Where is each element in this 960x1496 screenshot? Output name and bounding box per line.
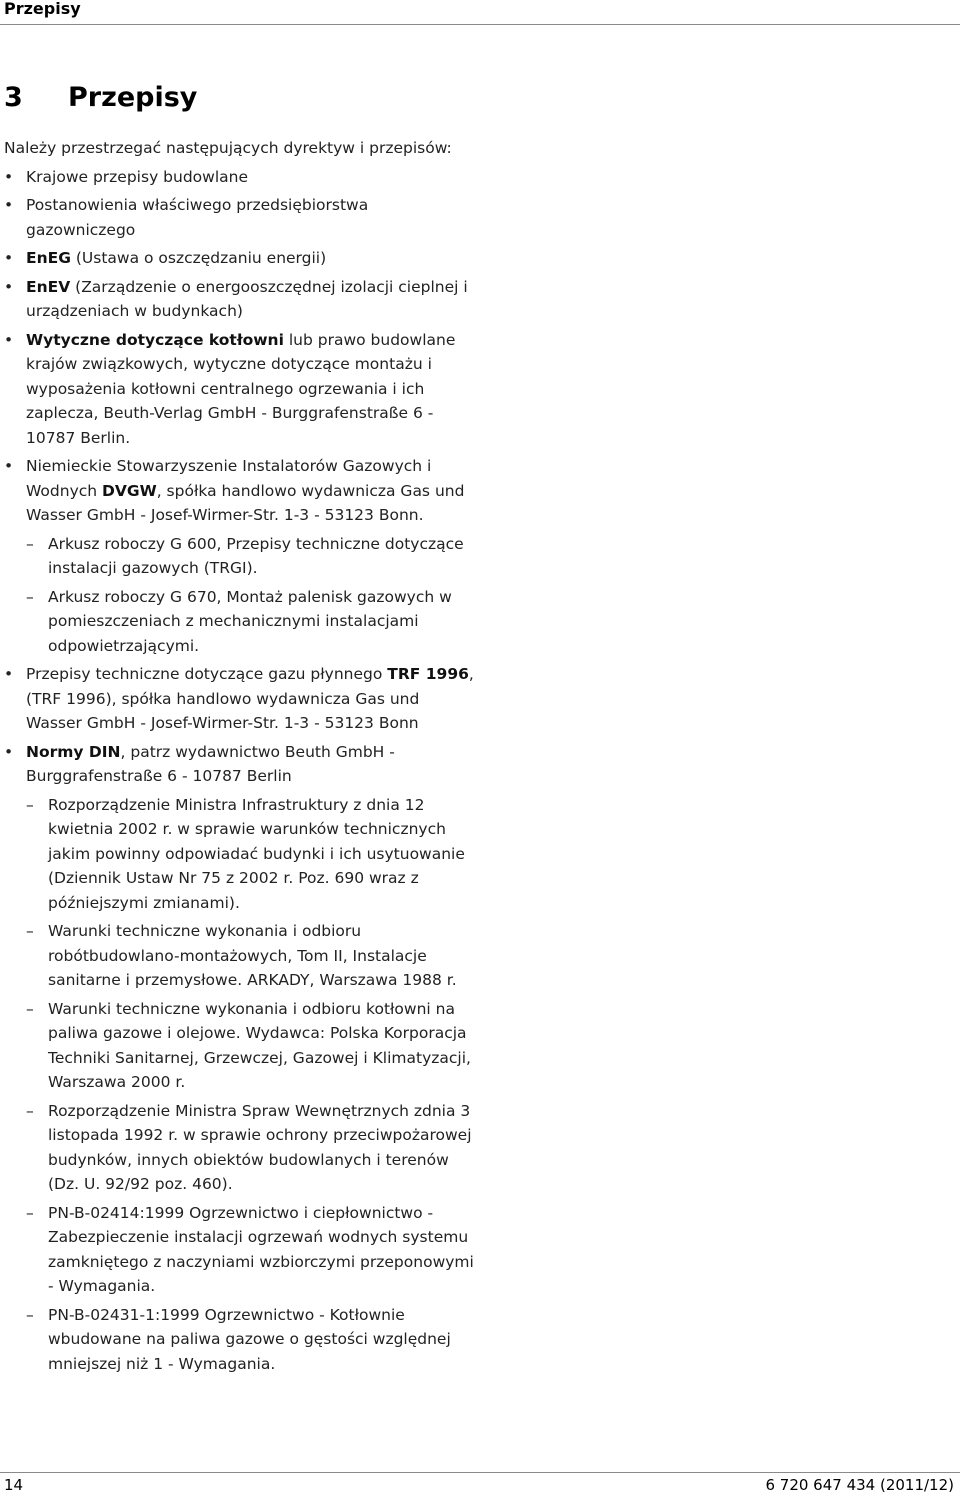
sub-list-item: – Rozporządzenie Ministra Spraw Wewnętrznych zdnia 3 listopada 1992 r. w sprawie ochrony przeciwpożarowej budynków, innych obiektów budowlanych i terenów (Dz. U. 92/92 poz. 460). xyxy=(26,1099,474,1197)
sub-list-item: – Warunki techniczne wykonania i odbioru robótbudowlano-montażowych, Tom II, Instalacje sanitarne i przemysłowe. ARKADY, Warszawa 1988 r. xyxy=(26,919,474,993)
sub-list xyxy=(26,793,474,1377)
header-title: Przepisy xyxy=(4,0,81,18)
regulations-list xyxy=(4,165,474,1377)
page-header xyxy=(0,0,960,24)
chapter-number: 3 xyxy=(4,82,23,113)
list-item: • Postanowienia właściwego przedsiębiorstwa gazowniczego xyxy=(4,193,474,242)
list-item: • Wytyczne dotyczące kotłowni lub prawo budowlane krajów związkowych, wytyczne dotyczące montażu i wyposażenia kotłowni centralnego ogrzewania i ich zaplecza, Beuth-Verlag GmbH - Burggrafenstraße 6 - 10787 Berlin. xyxy=(4,328,474,451)
document-id: 6 720 647 434 (2011/12) xyxy=(765,1476,954,1494)
sub-list-item: – Warunki techniczne wykonania i odbioru kotłowni na paliwa gazowe i olejowe. Wydawca: Polska Korporacja Techniki Sanitarnej, Grzewczej, Gazowej i Klimatyzacji, Warszawa 2000 r. xyxy=(26,997,474,1095)
header-divider xyxy=(0,24,960,25)
list-item: • Przepisy techniczne dotyczące gazu płynnego TRF 1996, (TRF 1996), spółka handlowo wydawnicza Gas und Wasser GmbH - Josef-Wirmer-Str. 1-3 - 53123 Bonn xyxy=(4,662,474,736)
page-number: 14 xyxy=(4,1476,24,1494)
intro-text: Należy przestrzegać następujących dyrektyw i przepisów: xyxy=(4,139,452,157)
chapter-title: Przepisy xyxy=(68,82,198,113)
list-item: • EnEG (Ustawa o oszczędzaniu energii) xyxy=(4,246,474,271)
list-item: • Niemieckie Stowarzyszenie Instalatorów Gazowych i Wodnych DVGW, spółka handlowo wydawnicza Gas und Wasser GmbH - Josef-Wirmer-Str. 1-3 - 53123 Bonn. – Arkusz roboczy G 600, Przepisy techniczne dotyczące instalacji gazowych (TRGI). – Arkusz roboczy G 670, Montaż palenisk gazowych w pomieszczeniach z mechanicznymi instalacjami odpowietrzającymi. xyxy=(4,454,474,658)
sub-list xyxy=(26,532,474,659)
sub-list-item: – PN-B-02431-1:1999 Ogrzewnictwo - Kotłownie wbudowane na paliwa gazowe o gęstości względnej mniejszej niż 1 - Wymagania. xyxy=(26,1303,474,1377)
sub-list-item: – Rozporządzenie Ministra Infrastruktury z dnia 12 kwietnia 2002 r. w sprawie warunków technicznych jakim powinny odpowiadać budynki i ich usytuowanie (Dziennik Ustaw Nr 75 z 2002 r. Poz. 690 wraz z późniejszymi zmianami). xyxy=(26,793,474,916)
sub-list-item: – PN-B-02414:1999 Ogrzewnictwo i ciepłownictwo - Zabezpieczenie instalacji ogrzewań wodnych systemu zamkniętego z naczyniami wzbiorczymi przeponowymi - Wymagania. xyxy=(26,1201,474,1299)
list-item: • Normy DIN, patrz wydawnictwo Beuth GmbH - Burggrafenstraße 6 - 10787 Berlin – Rozporządzenie Ministra Infrastruktury z dnia 12 kwietnia 2002 r. w sprawie warunków technicznych jakim powinny odpowiadać budynki i ich usytuowanie (Dziennik Ustaw Nr 75 z 2002 r. Poz. 690 wraz z późniejszymi zmianami). – Warunki techniczne wykonania i odbioru robótbudowlano-montażowych, Tom II, Instalacje sanitarne i przemysłowe. ARKADY, Warszawa 1988 r. – Warunki techniczne wykonania i odbioru kotłowni na paliwa gazowe i olejowe. Wydawca: Polska Korporacja Techniki Sanitarnej, Grzewczej, Gazowej i Klimatyzacji, Warszawa 2000 r. – Rozporządzenie Ministra Spraw Wewnętrznych zdnia 3 listopada 1992 r. w sprawie ochrony przeciwpożarowej budynków, innych obiektów budowlanych i terenów (Dz. U. 92/92 poz. 460). – PN-B-02414:1999 Ogrzewnictwo i ciepłownictwo - Zabezpieczenie instalacji ogrzewań wodnych systemu zamkniętego z naczyniami wzbiorczymi przeponowymi - Wymagania. – PN-B-02431-1:1999 Ogrzewnictwo - Kotłownie wbudowane na paliwa gazowe o gęstości względnej mniejszej niż 1 - Wymagania. xyxy=(4,740,474,1377)
list-item: • Krajowe przepisy budowlane xyxy=(4,165,474,190)
sub-list-item: – Arkusz roboczy G 670, Montaż palenisk gazowych w pomieszczeniach z mechanicznymi instalacjami odpowietrzającymi. xyxy=(26,585,474,659)
list-item: • EnEV (Zarządzenie o energooszczędnej izolacji cieplnej i urządzeniach w budynkach) xyxy=(4,275,474,324)
chapter-heading xyxy=(4,80,197,116)
main-content xyxy=(4,136,474,1380)
sub-list-item: – Arkusz roboczy G 600, Przepisy techniczne dotyczące instalacji gazowych (TRGI). xyxy=(26,532,474,581)
footer-divider xyxy=(0,1472,960,1473)
